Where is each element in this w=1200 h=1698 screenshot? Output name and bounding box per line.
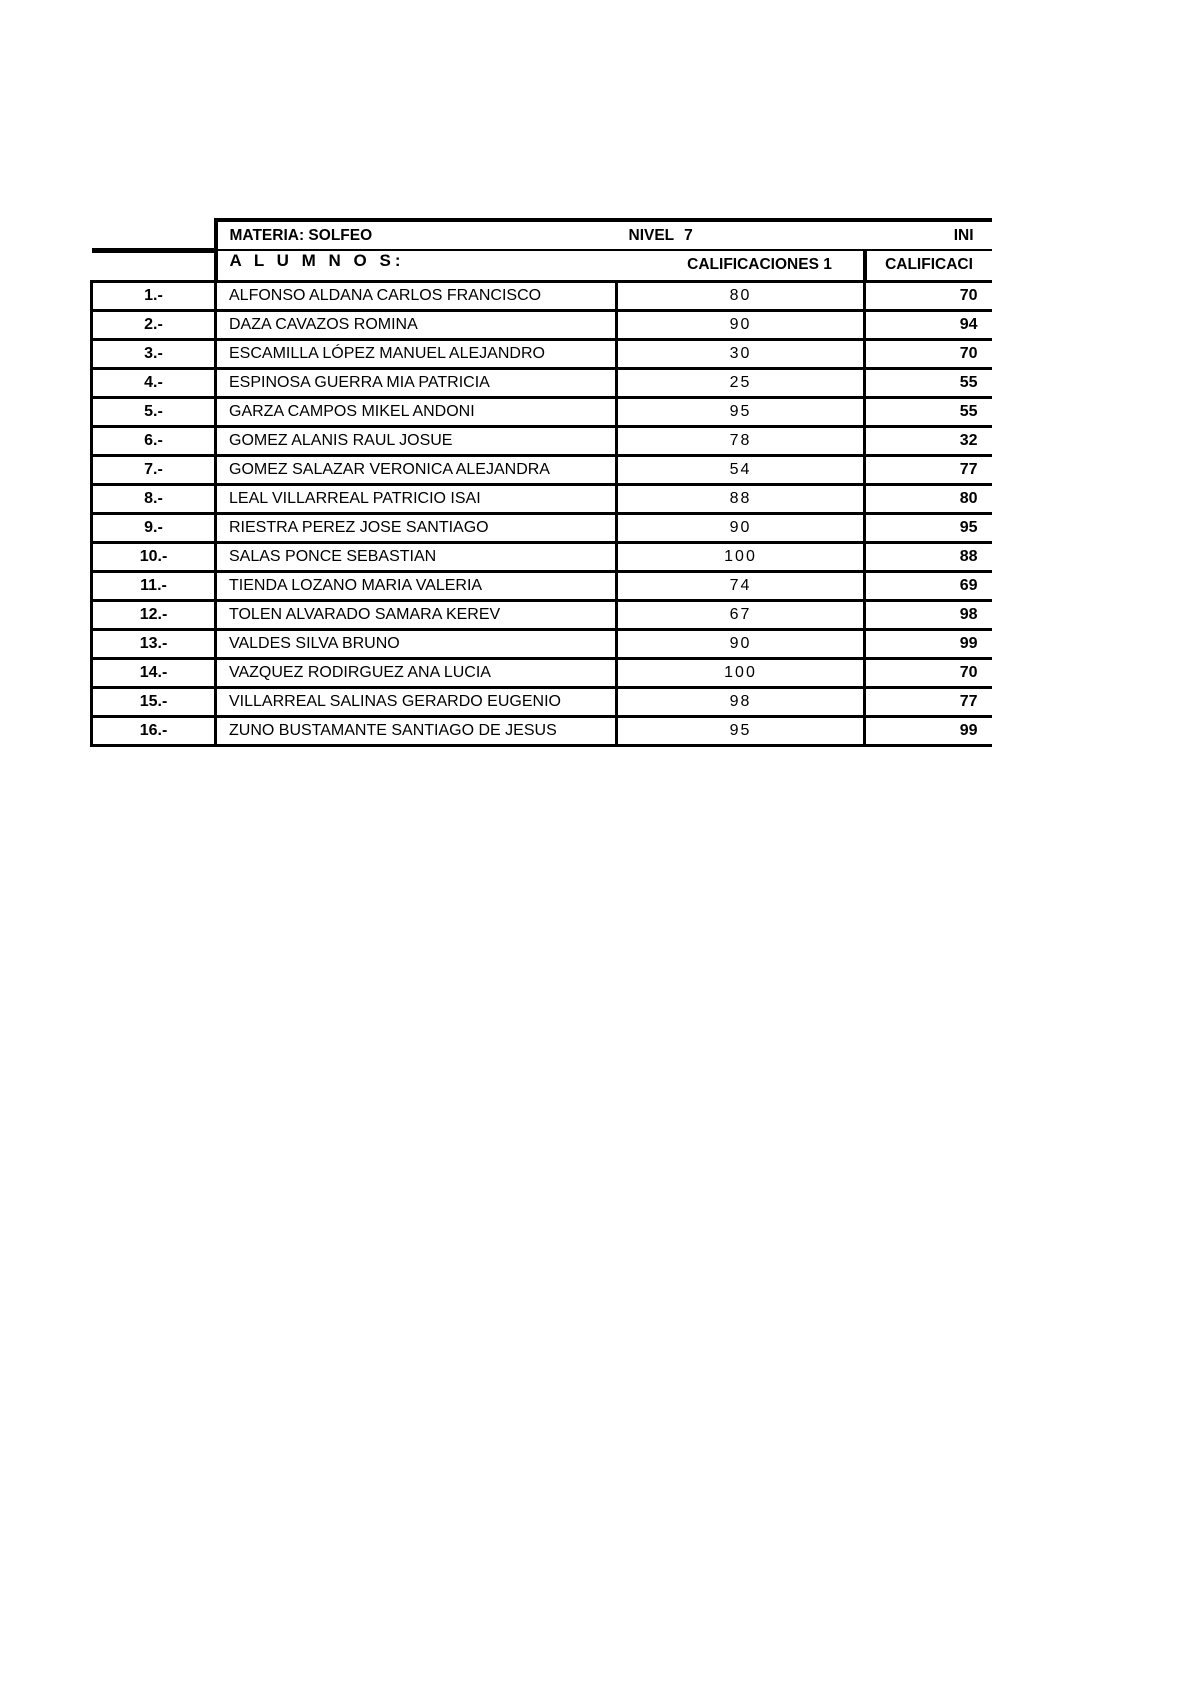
- table-row: [92, 571, 992, 600]
- grade-2: 70: [865, 281, 992, 310]
- grade-1: 67: [617, 600, 865, 629]
- table-row: [92, 281, 992, 310]
- grade-2: 55: [865, 368, 992, 397]
- header-blank-cell: [92, 250, 216, 281]
- row-number: 14.-: [92, 658, 216, 687]
- grade-2: 88: [865, 542, 992, 571]
- students-column-header: A L U M N O S:: [216, 250, 617, 281]
- student-name: VAZQUEZ RODIRGUEZ ANA LUCIA: [216, 658, 617, 687]
- row-number: 3.-: [92, 339, 216, 368]
- grades-sheet: [90, 218, 990, 747]
- row-number: 8.-: [92, 484, 216, 513]
- grade-2: 99: [865, 629, 992, 658]
- grade-1: 54: [617, 455, 865, 484]
- student-name: VILLARREAL SALINAS GERARDO EUGENIO: [216, 687, 617, 716]
- level-cell: [617, 220, 865, 250]
- row-number: 2.-: [92, 310, 216, 339]
- table-row: [92, 600, 992, 629]
- grade-2: 94: [865, 310, 992, 339]
- student-name: LEAL VILLARREAL PATRICIO ISAI: [216, 484, 617, 513]
- student-name: GOMEZ ALANIS RAUL JOSUE: [216, 426, 617, 455]
- student-name: GOMEZ SALAZAR VERONICA ALEJANDRA: [216, 455, 617, 484]
- grade-1: 100: [617, 658, 865, 687]
- table-row: [92, 542, 992, 571]
- student-name: VALDES SILVA BRUNO: [216, 629, 617, 658]
- table-row: [92, 368, 992, 397]
- row-number: 9.-: [92, 513, 216, 542]
- row-number: 1.-: [92, 281, 216, 310]
- grades2-column-header: CALIFICACI: [865, 250, 992, 281]
- subject-label: MATERIA: SOLFEO: [216, 220, 617, 250]
- grade-2: 77: [865, 687, 992, 716]
- row-number: 7.-: [92, 455, 216, 484]
- table-row: [92, 687, 992, 716]
- student-name: GARZA CAMPOS MIKEL ANDONI: [216, 397, 617, 426]
- grade-2: 70: [865, 658, 992, 687]
- grade-2: 70: [865, 339, 992, 368]
- table-row: [92, 397, 992, 426]
- table-row: [92, 426, 992, 455]
- grade-1: 90: [617, 513, 865, 542]
- grade-1: 78: [617, 426, 865, 455]
- grade-1: 95: [617, 716, 865, 745]
- grade-2: 69: [865, 571, 992, 600]
- grades-table: [90, 218, 992, 747]
- student-name: TOLEN ALVARADO SAMARA KEREV: [216, 600, 617, 629]
- table-row: [92, 658, 992, 687]
- level-value: 7: [684, 226, 693, 244]
- level-label: NIVEL: [628, 226, 675, 244]
- student-name: TIENDA LOZANO MARIA VALERIA: [216, 571, 617, 600]
- header-row-subject: [92, 220, 992, 250]
- row-number: 15.-: [92, 687, 216, 716]
- row-number: 10.-: [92, 542, 216, 571]
- grade-1: 100: [617, 542, 865, 571]
- table-row: [92, 484, 992, 513]
- grade-1: 90: [617, 629, 865, 658]
- grade-2: 80: [865, 484, 992, 513]
- grade-1: 98: [617, 687, 865, 716]
- grades1-column-header: CALIFICACIONES 1: [617, 250, 865, 281]
- grade-1: 74: [617, 571, 865, 600]
- table-row: [92, 455, 992, 484]
- table-row: [92, 339, 992, 368]
- student-name: SALAS PONCE SEBASTIAN: [216, 542, 617, 571]
- row-number: 5.-: [92, 397, 216, 426]
- grade-2: 95: [865, 513, 992, 542]
- table-row: [92, 716, 992, 745]
- student-name: ESCAMILLA LÓPEZ MANUEL ALEJANDRO: [216, 339, 617, 368]
- table-row: [92, 513, 992, 542]
- grade-1: 95: [617, 397, 865, 426]
- student-name: ALFONSO ALDANA CARLOS FRANCISCO: [216, 281, 617, 310]
- grade-2: 77: [865, 455, 992, 484]
- grade-2: 98: [865, 600, 992, 629]
- row-number: 4.-: [92, 368, 216, 397]
- row-number: 13.-: [92, 629, 216, 658]
- header-blank-cell: [92, 220, 216, 250]
- grade-1: 30: [617, 339, 865, 368]
- row-number: 6.-: [92, 426, 216, 455]
- grade-1: 25: [617, 368, 865, 397]
- header-row-columns: [92, 250, 992, 281]
- row-number: 16.-: [92, 716, 216, 745]
- table-row: [92, 310, 992, 339]
- grade-2: 32: [865, 426, 992, 455]
- student-name: ZUNO BUSTAMANTE SANTIAGO DE JESUS: [216, 716, 617, 745]
- grade-1: 80: [617, 281, 865, 310]
- row-number: 12.-: [92, 600, 216, 629]
- student-name: ESPINOSA GUERRA MIA PATRICIA: [216, 368, 617, 397]
- row-number: 11.-: [92, 571, 216, 600]
- student-name: RIESTRA PEREZ JOSE SANTIAGO: [216, 513, 617, 542]
- student-name: DAZA CAVAZOS ROMINA: [216, 310, 617, 339]
- grade-1: 90: [617, 310, 865, 339]
- grade-2: 55: [865, 397, 992, 426]
- table-row: [92, 629, 992, 658]
- ini-label: INI: [865, 220, 992, 250]
- grade-1: 88: [617, 484, 865, 513]
- grade-2: 99: [865, 716, 992, 745]
